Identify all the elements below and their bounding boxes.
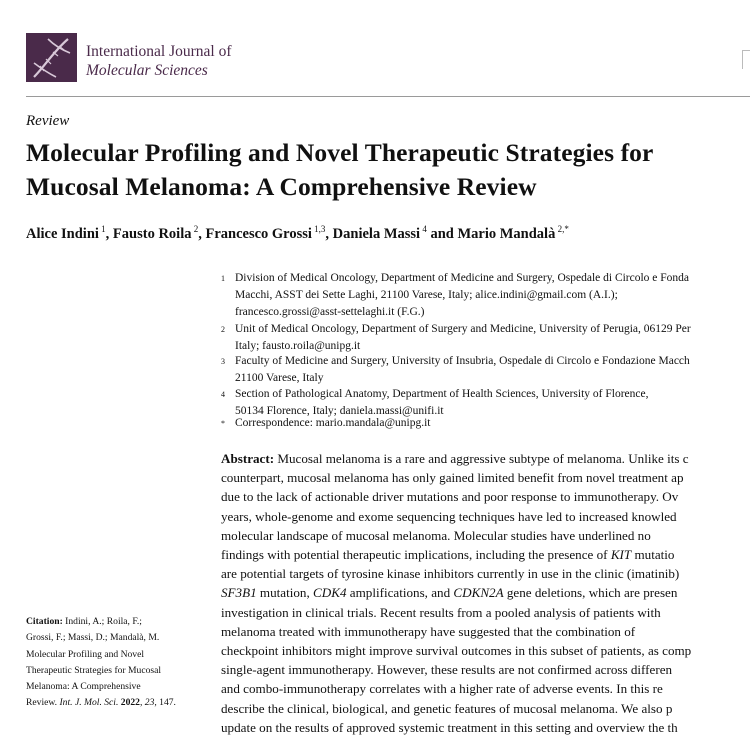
- article-title-line2: Mucosal Melanoma: A Comprehensive Review: [26, 172, 537, 201]
- author-separator: ,: [105, 225, 113, 242]
- author-name[interactable]: Mario Mandalà: [457, 225, 556, 242]
- abstract-line: [221, 507, 750, 526]
- journal-name-line1: International Journal of: [86, 43, 232, 60]
- text-run: , 147.: [154, 697, 176, 709]
- article-title: [26, 136, 750, 204]
- affiliation-text: [235, 415, 431, 432]
- abstract-line: [221, 718, 750, 737]
- text-run: findings with potential therapeutic implications, including the presence of: [221, 547, 611, 563]
- author-affiliation-mark: 1: [98, 224, 106, 234]
- citation-line: [26, 679, 201, 695]
- affiliation-number: 2: [221, 325, 225, 334]
- article-type: Review: [26, 113, 70, 129]
- citation-line: [26, 647, 201, 663]
- abstract: [221, 449, 750, 737]
- text-run: Therapeutic Strategies for Mucosal: [26, 664, 162, 676]
- text-run: ,: [139, 697, 145, 709]
- text-run: single-agent immunotherapy. However, these results are not confirmed across differen: [221, 662, 673, 678]
- abstract-label: Abstract:: [221, 451, 278, 466]
- abstract-line: [221, 679, 750, 698]
- affiliation-text: [235, 321, 691, 355]
- text-run: update on the results of approved systemic treatment in this setting and overview the th: [221, 719, 678, 735]
- text-run: Molecular Profiling and Novel: [26, 648, 145, 660]
- affiliation-line: Unit of Medical Oncology, Department of Surgery and Medicine, University of Perugia, 06129 Per: [235, 323, 691, 335]
- citation-line: [26, 630, 201, 646]
- author-list: [26, 224, 569, 243]
- author-affiliation-mark: 4: [420, 224, 427, 234]
- affiliation-line: Italy; fausto.roila@unipg.it: [235, 340, 361, 352]
- citation: [26, 614, 201, 712]
- abstract-line: [221, 468, 750, 487]
- dna-helix-icon: [26, 33, 77, 82]
- affiliation-number: 1: [221, 274, 225, 283]
- affiliation-number: *: [221, 419, 225, 428]
- text-run: describe the clinical, biological, and genetic features of mucosal melanoma. We also p: [221, 700, 673, 716]
- text-run: are potential targets of tyrosine kinase inhibitors currently in use in the clinic (imatinib): [221, 566, 680, 582]
- corner-rule: [742, 50, 750, 69]
- author-separator: and: [426, 225, 458, 242]
- author-affiliation-mark: 1,3: [311, 224, 326, 234]
- abstract-line: [221, 583, 750, 602]
- affiliation-line: Faculty of Medicine and Surgery, University of Insubria, Ospedale di Circolo e Fondazione Macch: [235, 355, 690, 367]
- affiliation-text: [235, 353, 690, 387]
- abstract-line: [221, 564, 750, 583]
- affiliation-line: Division of Medical Oncology, Department of Medicine and Surgery, Ospedale di Circolo e Fonda: [235, 272, 690, 284]
- citation-line: [26, 663, 201, 679]
- author-name[interactable]: Daniela Massi: [332, 225, 421, 242]
- affiliation-line: francesco.grossi@asst-settelaghi.it (F.G.): [235, 306, 425, 318]
- citation-label: Citation:: [26, 616, 66, 627]
- abstract-line: [221, 449, 750, 468]
- affiliation-line: 21100 Varese, Italy: [235, 372, 324, 384]
- abstract-line: [221, 603, 750, 622]
- text-run: counterpart, mucosal melanoma has only gained limited benefit from novel treatment ap: [221, 470, 684, 486]
- text-run: Mucosal melanoma is a rare and aggressive subtype of melanoma. Unlike its c: [277, 451, 689, 466]
- text-run: Review.: [26, 697, 60, 709]
- journal-name-line2: Molecular Sciences: [86, 62, 208, 79]
- text-run: CDKN2A: [453, 585, 504, 601]
- abstract-line: [221, 622, 750, 641]
- affiliation-line: Section of Pathological Anatomy, Department of Health Sciences, University of Florence,: [235, 388, 649, 400]
- text-run: Indini, A.; Roila, F.;: [65, 616, 142, 627]
- journal-name: [86, 42, 231, 80]
- abstract-line: [221, 641, 750, 660]
- text-run: and combo-immunotherapy correlates with a higher rate of adverse events. In this re: [221, 681, 663, 697]
- header-divider: [26, 96, 750, 97]
- citation-line: [26, 695, 201, 711]
- text-run: Grossi, F.; Massi, D.; Mandalà, M.: [26, 632, 160, 644]
- citation-line: [26, 614, 201, 630]
- text-run: CDK4: [313, 585, 347, 601]
- text-run: melanoma treated with immunotherapy have suggested that the combination of: [221, 623, 636, 639]
- affiliation-number: 3: [221, 357, 225, 366]
- text-run: KIT: [610, 547, 632, 563]
- abstract-line: [221, 526, 750, 545]
- text-run: Melanoma: A Comprehensive: [26, 681, 141, 693]
- author-affiliation-mark: 2,*: [555, 224, 569, 234]
- article-title-line1: Molecular Profiling and Novel Therapeutic Strategies for: [26, 138, 654, 167]
- affiliation-line: 50134 Florence, Italy; daniela.massi@unifi.it: [235, 405, 444, 417]
- text-run: molecular landscape of mucosal melanoma. Molecular studies have underlined no: [221, 527, 651, 543]
- author-name[interactable]: Alice Indini: [26, 225, 99, 242]
- author-separator: ,: [198, 225, 206, 242]
- text-run: SF3B1: [221, 585, 257, 601]
- abstract-line: [221, 545, 750, 564]
- abstract-line: [221, 487, 750, 506]
- text-run: mutation,: [256, 585, 314, 601]
- text-run: 2022: [120, 697, 140, 709]
- affiliation-number: 4: [221, 390, 225, 399]
- text-run: amplifications, and: [346, 585, 454, 601]
- abstract-line: [221, 699, 750, 718]
- affiliation-line: Macchi, ASST dei Sette Laghi, 21100 Varese, Italy; alice.indini@gmail.com (A.I.);: [235, 289, 618, 301]
- text-run: years, whole-genome and exome sequencing techniques have led to increased knowled: [221, 508, 677, 524]
- author-name[interactable]: Fausto Roila: [112, 225, 192, 242]
- journal-logo: [26, 33, 77, 82]
- text-run: 23: [144, 697, 155, 709]
- author-name[interactable]: Francesco Grossi: [205, 225, 312, 242]
- author-affiliation-mark: 2: [191, 224, 199, 234]
- text-run: checkpoint inhibitors might improve survival outcomes in this subset of patients, as comp: [221, 643, 692, 659]
- author-separator: ,: [325, 225, 333, 242]
- text-run: due to the lack of actionable driver mutations and poor response to immunotherapy. Ov: [221, 489, 679, 505]
- abstract-line: [221, 660, 750, 679]
- text-run: mutatio: [631, 547, 675, 563]
- text-run: gene deletions, which are presen: [503, 585, 678, 601]
- text-run: investigation in clinical trials. Recent results from a pooled analysis of patients with: [221, 604, 661, 620]
- affiliation-text: [235, 270, 689, 321]
- affiliation-line: Correspondence: mario.mandala@unipg.it: [235, 417, 431, 429]
- text-run: Int. J. Mol. Sci.: [59, 697, 119, 709]
